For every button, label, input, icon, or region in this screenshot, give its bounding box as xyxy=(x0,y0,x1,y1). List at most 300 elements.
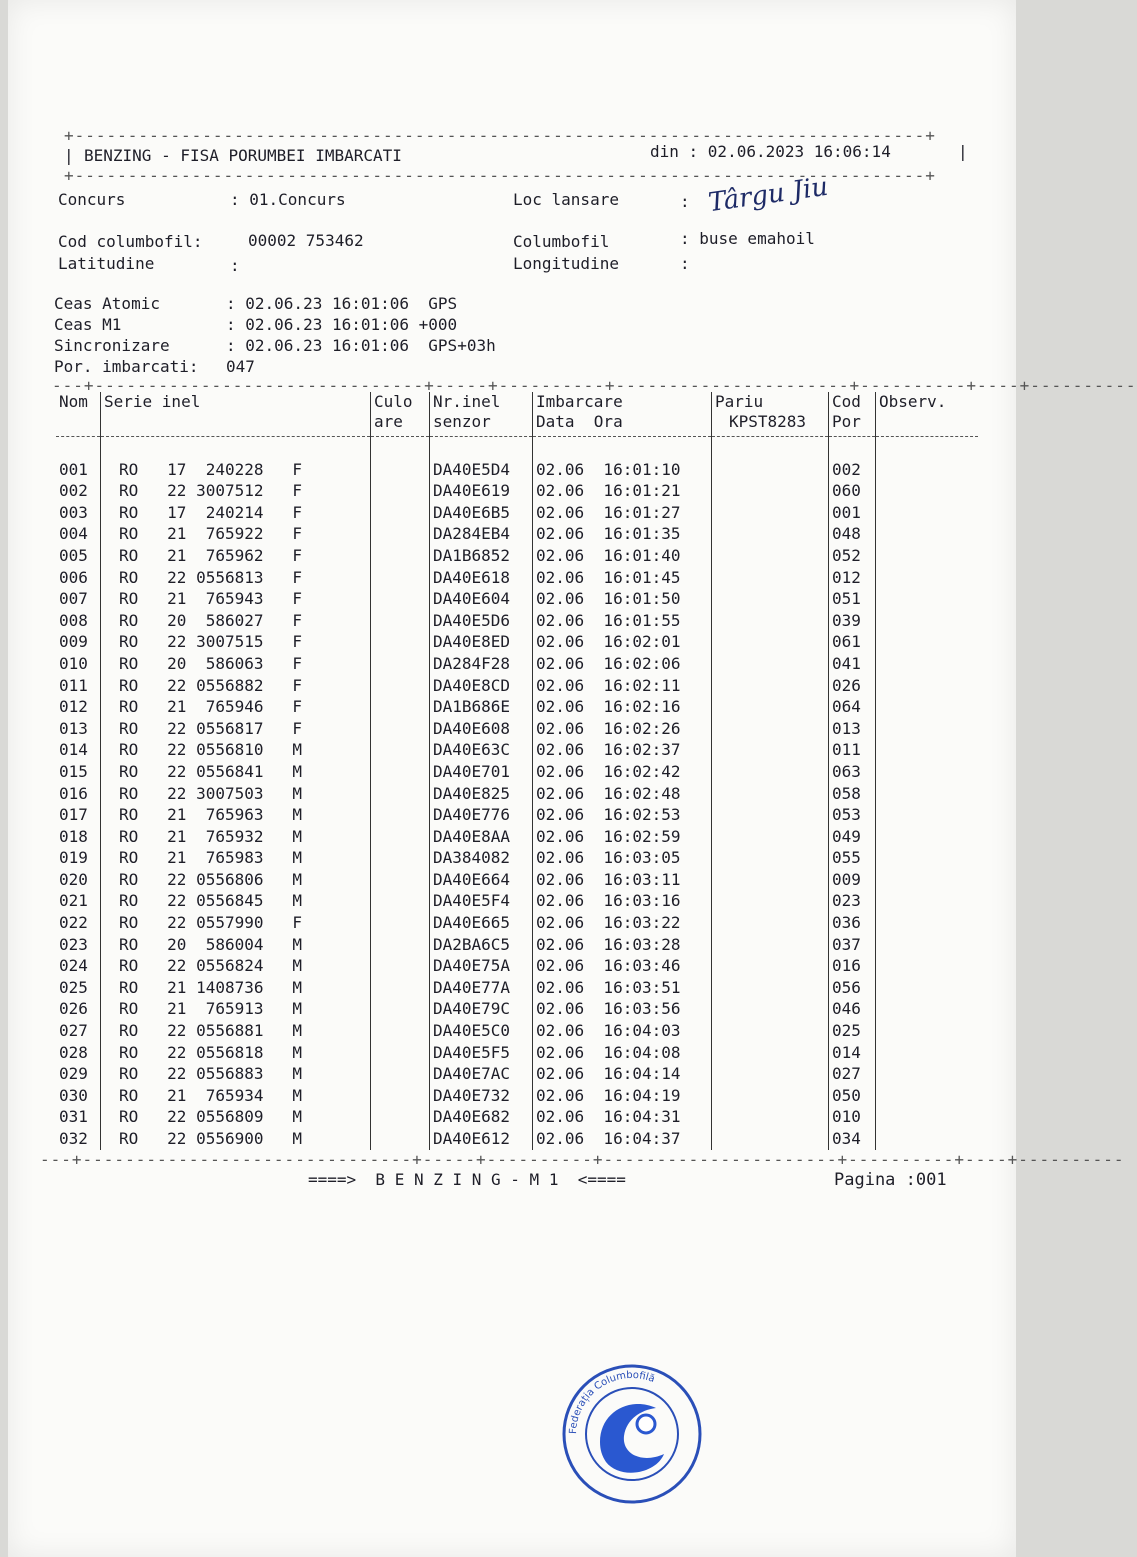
row-pariu xyxy=(712,934,829,956)
row-serie-inel: RO 21 765983 M xyxy=(101,847,371,869)
col-serie-inel: Serie inel xyxy=(101,392,371,437)
cod-columbofil-value: 00002 753462 xyxy=(248,231,364,250)
row-culoare xyxy=(371,696,430,718)
row-serie-inel: RO 21 1408736 M xyxy=(101,977,371,999)
row-cod-por: 023 xyxy=(829,890,876,912)
row-pariu xyxy=(712,761,829,783)
row-nom: 029 xyxy=(56,1063,101,1085)
row-nom: 006 xyxy=(56,567,101,589)
row-nr-inel: DA40E825 xyxy=(430,783,533,805)
row-observ xyxy=(876,783,979,805)
row-observ xyxy=(876,739,979,761)
row-culoare xyxy=(371,934,430,956)
loc-lansare-sep: : xyxy=(680,192,690,211)
row-observ xyxy=(876,653,979,675)
row-culoare xyxy=(371,1063,430,1085)
table-top-border: ---+-------------------------------+-----+----------+----------------------+----------+----+---------- xyxy=(52,376,1137,395)
row-nr-inel: DA40E8ED xyxy=(430,631,533,653)
row-imbarcare: 02.06 16:01:50 xyxy=(533,588,712,610)
row-pariu xyxy=(712,459,829,481)
table-row xyxy=(56,1042,978,1064)
row-culoare xyxy=(371,1085,430,1107)
row-pariu xyxy=(712,977,829,999)
col-observ: Observ. xyxy=(876,392,979,437)
concurs-value: : 01.Concurs xyxy=(230,190,346,209)
table-row xyxy=(56,718,978,740)
row-nr-inel: DA1B6852 xyxy=(430,545,533,567)
row-nom: 026 xyxy=(56,998,101,1020)
row-culoare xyxy=(371,1042,430,1064)
row-observ xyxy=(876,567,979,589)
table-row xyxy=(56,610,978,632)
row-nr-inel: DA40E732 xyxy=(430,1085,533,1107)
row-imbarcare: 02.06 16:03:51 xyxy=(533,977,712,999)
row-culoare xyxy=(371,977,430,999)
row-serie-inel: RO 22 3007512 F xyxy=(101,480,371,502)
row-cod-por: 037 xyxy=(829,934,876,956)
row-serie-inel: RO 21 765963 M xyxy=(101,804,371,826)
row-pariu xyxy=(712,1128,829,1150)
row-pariu xyxy=(712,480,829,502)
row-imbarcare: 02.06 16:02:26 xyxy=(533,718,712,740)
page-number: Pagina :001 xyxy=(834,1170,947,1190)
row-serie-inel: RO 22 0556806 M xyxy=(101,869,371,891)
row-nom: 018 xyxy=(56,826,101,848)
row-serie-inel: RO 22 0556813 F xyxy=(101,567,371,589)
col-nom: Nom xyxy=(56,392,101,437)
header-bottom-border: +--------------------------------------------------------------------------------+ xyxy=(64,166,936,185)
row-serie-inel: RO 22 0557990 F xyxy=(101,912,371,934)
row-nr-inel: DA40E612 xyxy=(430,1128,533,1150)
row-serie-inel: RO 21 765946 F xyxy=(101,696,371,718)
table-bottom-border: ---+-------------------------------+-----+----------+----------------------+----------+----+---------- xyxy=(40,1150,1125,1169)
row-serie-inel: RO 21 765962 F xyxy=(101,545,371,567)
row-culoare xyxy=(371,955,430,977)
row-nom: 015 xyxy=(56,761,101,783)
row-cod-por: 012 xyxy=(829,567,876,589)
row-imbarcare: 02.06 16:03:46 xyxy=(533,955,712,977)
row-serie-inel: RO 21 765922 F xyxy=(101,523,371,545)
table-row xyxy=(56,998,978,1020)
row-pariu xyxy=(712,869,829,891)
row-nr-inel: DA40E5F4 xyxy=(430,890,533,912)
col-pariu-line1: Pariu xyxy=(715,392,764,411)
row-pariu xyxy=(712,675,829,697)
row-nr-inel: DA40E701 xyxy=(430,761,533,783)
table-row xyxy=(56,783,978,805)
row-nr-inel: DA2BA6C5 xyxy=(430,934,533,956)
row-culoare xyxy=(371,912,430,934)
row-serie-inel: RO 21 765932 M xyxy=(101,826,371,848)
row-nom: 014 xyxy=(56,739,101,761)
row-nr-inel: DA40E8AA xyxy=(430,826,533,848)
table-row xyxy=(56,826,978,848)
table-row xyxy=(56,912,978,934)
row-cod-por: 048 xyxy=(829,523,876,545)
row-nom: 023 xyxy=(56,934,101,956)
row-nr-inel: DA40E75A xyxy=(430,955,533,977)
row-nr-inel: DA40E776 xyxy=(430,804,533,826)
row-nom: 024 xyxy=(56,955,101,977)
row-observ xyxy=(876,1128,979,1150)
row-observ xyxy=(876,934,979,956)
table-row xyxy=(56,977,978,999)
row-cod-por: 027 xyxy=(829,1063,876,1085)
row-nom: 005 xyxy=(56,545,101,567)
ceas-m1-value: : 02.06.23 16:01:06 +000 xyxy=(226,315,458,334)
row-observ xyxy=(876,1085,979,1107)
row-observ xyxy=(876,804,979,826)
row-imbarcare: 02.06 16:02:59 xyxy=(533,826,712,848)
row-imbarcare: 02.06 16:02:48 xyxy=(533,783,712,805)
row-culoare xyxy=(371,567,430,589)
row-nom: 019 xyxy=(56,847,101,869)
row-imbarcare: 02.06 16:04:19 xyxy=(533,1085,712,1107)
col-nr-line2: senzor xyxy=(433,412,491,431)
document-page xyxy=(8,0,1137,1557)
row-observ xyxy=(876,675,979,697)
row-nr-inel: DA384082 xyxy=(430,847,533,869)
col-nr-inel xyxy=(430,392,533,437)
row-nom: 016 xyxy=(56,783,101,805)
row-imbarcare: 02.06 16:03:56 xyxy=(533,998,712,1020)
header-right-bar: | xyxy=(958,142,968,161)
row-pariu xyxy=(712,1042,829,1064)
row-cod-por: 052 xyxy=(829,545,876,567)
row-nom: 001 xyxy=(56,459,101,481)
cod-columbofil-label: Cod columbofil: xyxy=(58,232,203,251)
ceas-m1-label: Ceas M1 xyxy=(54,315,122,334)
table-row xyxy=(56,696,978,718)
row-imbarcare: 02.06 16:02:01 xyxy=(533,631,712,653)
row-culoare xyxy=(371,804,430,826)
row-nr-inel: DA40E63C xyxy=(430,739,533,761)
col-pariu-line2: KPST8283 xyxy=(729,412,807,431)
table-spacer xyxy=(56,437,978,459)
row-nr-inel: DA40E79C xyxy=(430,998,533,1020)
row-observ xyxy=(876,977,979,999)
table-row xyxy=(56,480,978,502)
row-pariu xyxy=(712,588,829,610)
col-imb-line1: Imbarcare xyxy=(536,392,623,411)
stamp-emblem-eye xyxy=(637,1415,655,1433)
row-nom: 002 xyxy=(56,480,101,502)
row-cod-por: 063 xyxy=(829,761,876,783)
row-pariu xyxy=(712,998,829,1020)
row-nr-inel: DA40E77A xyxy=(430,977,533,999)
row-serie-inel: RO 22 3007515 F xyxy=(101,631,371,653)
row-serie-inel: RO 22 0556810 M xyxy=(101,739,371,761)
row-nr-inel: DA284EB4 xyxy=(430,523,533,545)
row-nom: 004 xyxy=(56,523,101,545)
row-cod-por: 001 xyxy=(829,502,876,524)
table-row xyxy=(56,588,978,610)
col-cod-line1: Cod xyxy=(832,392,861,411)
row-nr-inel: DA40E5C0 xyxy=(430,1020,533,1042)
stamp-ring-text: Federația Columbofilă xyxy=(567,1369,657,1435)
table-row xyxy=(56,739,978,761)
row-imbarcare: 02.06 16:01:55 xyxy=(533,610,712,632)
col-culoare xyxy=(371,392,430,437)
row-serie-inel: RO 22 3007503 M xyxy=(101,783,371,805)
row-nr-inel: DA40E5D4 xyxy=(430,459,533,481)
ceas-atomic-value: : 02.06.23 16:01:06 GPS xyxy=(226,294,458,313)
row-nr-inel: DA40E8CD xyxy=(430,675,533,697)
row-pariu xyxy=(712,1020,829,1042)
col-cod-por xyxy=(829,392,876,437)
loc-lansare-label: Loc lansare xyxy=(513,190,619,209)
row-cod-por: 051 xyxy=(829,588,876,610)
row-serie-inel: RO 22 0556809 M xyxy=(101,1106,371,1128)
row-imbarcare: 02.06 16:02:37 xyxy=(533,739,712,761)
row-cod-por: 055 xyxy=(829,847,876,869)
row-observ xyxy=(876,523,979,545)
row-cod-por: 061 xyxy=(829,631,876,653)
row-cod-por: 034 xyxy=(829,1128,876,1150)
table-row xyxy=(56,955,978,977)
row-cod-por: 009 xyxy=(829,869,876,891)
row-imbarcare: 02.06 16:03:28 xyxy=(533,934,712,956)
sincronizare-label: Sincronizare xyxy=(54,336,170,355)
row-culoare xyxy=(371,1020,430,1042)
row-culoare xyxy=(371,675,430,697)
concurs-label: Concurs xyxy=(58,190,126,209)
row-serie-inel: RO 21 765943 F xyxy=(101,588,371,610)
columbofil-value: : buse emahoil xyxy=(680,229,815,248)
col-pariu xyxy=(712,392,829,437)
row-observ xyxy=(876,610,979,632)
row-culoare xyxy=(371,998,430,1020)
row-nom: 030 xyxy=(56,1085,101,1107)
por-imbarcati-label: Por. imbarcati: xyxy=(54,357,199,376)
table-row xyxy=(56,804,978,826)
row-pariu xyxy=(712,696,829,718)
header-top-border: +--------------------------------------------------------------------------------+ xyxy=(64,126,936,145)
row-nr-inel: DA40E604 xyxy=(430,588,533,610)
row-observ xyxy=(876,631,979,653)
row-culoare xyxy=(371,718,430,740)
row-cod-por: 050 xyxy=(829,1085,876,1107)
row-pariu xyxy=(712,502,829,524)
row-observ xyxy=(876,459,979,481)
row-nom: 012 xyxy=(56,696,101,718)
table-header-row xyxy=(56,392,978,437)
row-serie-inel: RO 17 240228 F xyxy=(101,459,371,481)
row-serie-inel: RO 20 586063 F xyxy=(101,653,371,675)
row-cod-por: 060 xyxy=(829,480,876,502)
longitudine-value: : xyxy=(680,254,690,273)
table-row xyxy=(56,761,978,783)
report-date: din : 02.06.2023 16:06:14 xyxy=(650,142,891,161)
row-pariu xyxy=(712,1085,829,1107)
report-title: BENZING - FISA PORUMBEI IMBARCATI xyxy=(84,146,402,165)
row-culoare xyxy=(371,783,430,805)
row-imbarcare: 02.06 16:01:27 xyxy=(533,502,712,524)
row-cod-por: 014 xyxy=(829,1042,876,1064)
row-culoare xyxy=(371,869,430,891)
latitudine-value: : xyxy=(230,256,240,275)
row-nom: 027 xyxy=(56,1020,101,1042)
row-culoare xyxy=(371,847,430,869)
table-row xyxy=(56,869,978,891)
row-nom: 021 xyxy=(56,890,101,912)
row-cod-por: 053 xyxy=(829,804,876,826)
row-serie-inel: RO 20 586004 M xyxy=(101,934,371,956)
row-imbarcare: 02.06 16:04:37 xyxy=(533,1128,712,1150)
por-imbarcati-value: 047 xyxy=(226,357,255,376)
row-serie-inel: RO 22 0556818 M xyxy=(101,1042,371,1064)
row-culoare xyxy=(371,761,430,783)
table-row xyxy=(56,1085,978,1107)
row-imbarcare: 02.06 16:04:08 xyxy=(533,1042,712,1064)
col-cod-line2: Por xyxy=(832,412,861,431)
row-nr-inel: DA1B686E xyxy=(430,696,533,718)
row-nr-inel: DA40E682 xyxy=(430,1106,533,1128)
row-nom: 020 xyxy=(56,869,101,891)
row-cod-por: 039 xyxy=(829,610,876,632)
row-imbarcare: 02.06 16:04:31 xyxy=(533,1106,712,1128)
row-imbarcare: 02.06 16:02:53 xyxy=(533,804,712,826)
row-pariu xyxy=(712,783,829,805)
row-nom: 032 xyxy=(56,1128,101,1150)
table-row xyxy=(56,1020,978,1042)
header-left-bar: | xyxy=(64,146,74,165)
row-serie-inel: RO 21 765913 M xyxy=(101,998,371,1020)
row-observ xyxy=(876,890,979,912)
row-pariu xyxy=(712,1106,829,1128)
col-imbarcare xyxy=(533,392,712,437)
table-row xyxy=(56,545,978,567)
col-culoare-line1: Culo xyxy=(374,392,413,411)
row-nr-inel: DA40E608 xyxy=(430,718,533,740)
row-pariu xyxy=(712,718,829,740)
footer-banner: ====> B E N Z I N G - M 1 <==== xyxy=(308,1170,626,1189)
row-nr-inel: DA40E5D6 xyxy=(430,610,533,632)
row-culoare xyxy=(371,545,430,567)
pigeons-table xyxy=(56,392,978,1150)
row-culoare xyxy=(371,523,430,545)
row-cod-por: 036 xyxy=(829,912,876,934)
row-nom: 028 xyxy=(56,1042,101,1064)
table-body xyxy=(56,459,978,1150)
row-imbarcare: 02.06 16:02:06 xyxy=(533,653,712,675)
row-pariu xyxy=(712,804,829,826)
row-culoare xyxy=(371,826,430,848)
ceas-atomic-label: Ceas Atomic xyxy=(54,294,160,313)
row-imbarcare: 02.06 16:02:16 xyxy=(533,696,712,718)
row-serie-inel: RO 22 0556882 F xyxy=(101,675,371,697)
row-imbarcare: 02.06 16:03:16 xyxy=(533,890,712,912)
row-serie-inel: RO 22 0556841 M xyxy=(101,761,371,783)
row-imbarcare: 02.06 16:03:22 xyxy=(533,912,712,934)
row-nom: 003 xyxy=(56,502,101,524)
longitudine-label: Longitudine xyxy=(513,254,619,273)
latitudine-label: Latitudine xyxy=(58,254,155,273)
row-observ xyxy=(876,998,979,1020)
row-observ xyxy=(876,696,979,718)
row-cod-por: 011 xyxy=(829,739,876,761)
sincronizare-value: : 02.06.23 16:01:06 GPS+03h xyxy=(226,336,496,355)
row-culoare xyxy=(371,459,430,481)
row-nom: 017 xyxy=(56,804,101,826)
row-nom: 009 xyxy=(56,631,101,653)
row-imbarcare: 02.06 16:01:21 xyxy=(533,480,712,502)
row-observ xyxy=(876,718,979,740)
row-nr-inel: DA40E619 xyxy=(430,480,533,502)
row-pariu xyxy=(712,567,829,589)
row-pariu xyxy=(712,523,829,545)
row-imbarcare: 02.06 16:01:45 xyxy=(533,567,712,589)
official-stamp xyxy=(560,1362,704,1506)
row-serie-inel: RO 22 0556883 M xyxy=(101,1063,371,1085)
row-pariu xyxy=(712,1063,829,1085)
row-pariu xyxy=(712,545,829,567)
table-row xyxy=(56,653,978,675)
row-nr-inel: DA40E665 xyxy=(430,912,533,934)
row-cod-por: 002 xyxy=(829,459,876,481)
row-nom: 022 xyxy=(56,912,101,934)
row-observ xyxy=(876,1063,979,1085)
row-cod-por: 064 xyxy=(829,696,876,718)
row-serie-inel: RO 22 0556881 M xyxy=(101,1020,371,1042)
table-row xyxy=(56,459,978,481)
row-nr-inel: DA40E5F5 xyxy=(430,1042,533,1064)
col-imb-line2: Data Ora xyxy=(536,412,623,431)
row-observ xyxy=(876,826,979,848)
table-row xyxy=(56,847,978,869)
columbofil-label: Columbofil xyxy=(513,232,610,251)
row-nr-inel: DA40E6B5 xyxy=(430,502,533,524)
row-nom: 013 xyxy=(56,718,101,740)
row-imbarcare: 02.06 16:03:05 xyxy=(533,847,712,869)
row-pariu xyxy=(712,912,829,934)
row-cod-por: 041 xyxy=(829,653,876,675)
table-row xyxy=(56,502,978,524)
row-serie-inel: RO 21 765934 M xyxy=(101,1085,371,1107)
row-observ xyxy=(876,502,979,524)
row-nr-inel: DA40E664 xyxy=(430,869,533,891)
row-pariu xyxy=(712,826,829,848)
row-nom: 011 xyxy=(56,675,101,697)
row-imbarcare: 02.06 16:04:03 xyxy=(533,1020,712,1042)
row-serie-inel: RO 20 586027 F xyxy=(101,610,371,632)
row-observ xyxy=(876,588,979,610)
row-observ xyxy=(876,847,979,869)
row-cod-por: 058 xyxy=(829,783,876,805)
row-pariu xyxy=(712,653,829,675)
stamp-emblem-icon xyxy=(600,1404,664,1473)
row-imbarcare: 02.06 16:01:35 xyxy=(533,523,712,545)
table-row xyxy=(56,934,978,956)
row-culoare xyxy=(371,739,430,761)
row-cod-por: 049 xyxy=(829,826,876,848)
row-nom: 007 xyxy=(56,588,101,610)
row-cod-por: 056 xyxy=(829,977,876,999)
row-culoare xyxy=(371,610,430,632)
row-pariu xyxy=(712,890,829,912)
row-observ xyxy=(876,955,979,977)
row-observ xyxy=(876,1042,979,1064)
row-cod-por: 016 xyxy=(829,955,876,977)
row-pariu xyxy=(712,631,829,653)
table-row xyxy=(56,567,978,589)
row-serie-inel: RO 22 0556824 M xyxy=(101,955,371,977)
row-pariu xyxy=(712,847,829,869)
row-culoare xyxy=(371,1106,430,1128)
row-nom: 010 xyxy=(56,653,101,675)
row-culoare xyxy=(371,588,430,610)
row-pariu xyxy=(712,610,829,632)
